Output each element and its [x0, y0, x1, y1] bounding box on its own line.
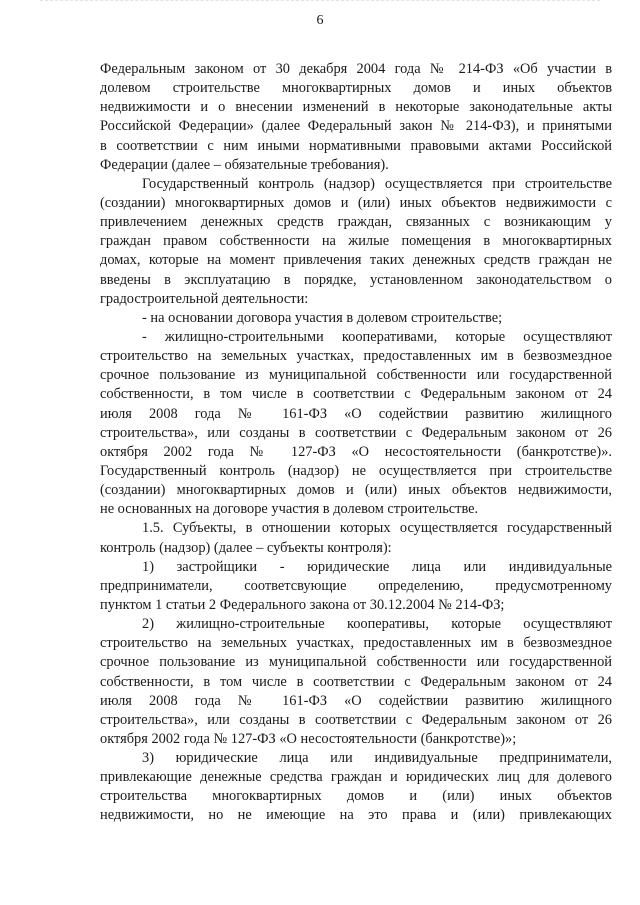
text-line: недвижимости, но не имеющие на это права и (или) привлекающих [100, 807, 612, 824]
text-line: 1.5. Субъекты, в отношении которых осуществляется государственный [142, 520, 612, 537]
text-line: 2) жилищно-строительные кооперативы, которые осуществляют [142, 616, 612, 633]
text-line: срочное пользование из муниципальной собственности или государственной [100, 367, 612, 384]
text-line: строительства многоквартирных домов и (или) иных объектов [100, 788, 612, 805]
text-line: Федеральным законом от 30 декабря 2004 года № 214-ФЗ «Об участии в [100, 61, 612, 77]
text-line: - на основании договора участия в долевом строительстве; [142, 309, 503, 326]
text-line: (создании) многоквартирных домов и (или) иных объектов недвижимости, [100, 482, 612, 499]
text-line: строительство на земельных участках, предоставленных им в безвозмездное [100, 348, 612, 365]
text-line: собственности, в том числе в соответствии с Федеральным законом от 24 [100, 673, 612, 690]
text-line: (создании) многоквартирных домов и (или) иных объектов недвижимости с [100, 194, 612, 211]
text-line: строительства», или созданы в соответствии с Федеральным законом от 26 [100, 424, 612, 441]
scan-edge-artifact [40, 0, 600, 4]
text-line: - жилищно-строительными кооперативами, которые осуществляют [142, 328, 612, 345]
text-line: октября 2002 года № 127-ФЗ «О несостоятельности (банкротстве)»; [100, 730, 517, 747]
text-line: июля 2008 года № 161-ФЗ «О содействии развитию жилищного [100, 405, 612, 422]
text-line: долевом строительстве многоквартирных домов и иных объектов [100, 80, 612, 97]
document-body [100, 60, 612, 826]
text-line: контроль (надзор) (далее – субъекты контроля): [100, 539, 392, 556]
text-line: недвижимости и о внесении изменений в некоторые законодательные акты [100, 99, 612, 116]
text-line: не основанных на договоре участия в долевом строительстве. [100, 501, 479, 518]
text-line: строительство на земельных участках, предоставленных им в безвозмездное [100, 635, 612, 652]
text-line: домах, которые на момент привлечения таких денежных средств граждан не [100, 252, 612, 269]
text-line: Российской Федерации» (далее Федеральный закон № 214-ФЗ), и принятыми [100, 118, 612, 135]
text-line: предприниматели, соответсвующие определению, предусмотренному [100, 577, 612, 594]
text-line: 3) юридические лица или индивидуальные предприниматели, [142, 750, 612, 767]
text-line: Государственный контроль (надзор) не осуществляется при строительстве [100, 462, 612, 479]
text-line: октября 2002 года № 127-ФЗ «О несостоятельности (банкротстве)». [100, 443, 612, 460]
text-line: строительства», или созданы в соответствии с Федеральным законом от 26 [100, 711, 612, 728]
text-line: граждан правом собственности на жилые помещения в многоквартирных [100, 233, 612, 250]
text-line: привлекающие денежные средства граждан и юридических лиц для долевого [100, 769, 612, 786]
text-line: в соответствии с ним иными нормативными правовыми актами Российской [100, 137, 612, 154]
text-line: июля 2008 года № 161-ФЗ «О содействии развитию жилищного [100, 692, 612, 709]
text-line: пунктом 1 статьи 2 Федерального закона от 30.12.2004 № 214-ФЗ; [100, 596, 505, 613]
text-line: введены в эксплуатацию в порядке, установленном законодательством о [100, 271, 612, 288]
text-line: градостроительной деятельности: [100, 290, 309, 307]
page-number: 6 [316, 13, 324, 28]
text-line: Федерации (далее – обязательные требования). [100, 156, 389, 173]
text-line: срочное пользование из муниципальной собственности или государственной [100, 654, 612, 671]
text-line: собственности, в том числе в соответствии с Федеральным законом от 24 [100, 386, 612, 403]
text-line: Государственный контроль (надзор) осуществляется при строительстве [142, 175, 612, 192]
text-line: привлечением денежных средств граждан, связанных с возникающим у [100, 214, 612, 231]
text-line: 1) застройщики - юридические лица или индивидуальные [142, 558, 612, 575]
